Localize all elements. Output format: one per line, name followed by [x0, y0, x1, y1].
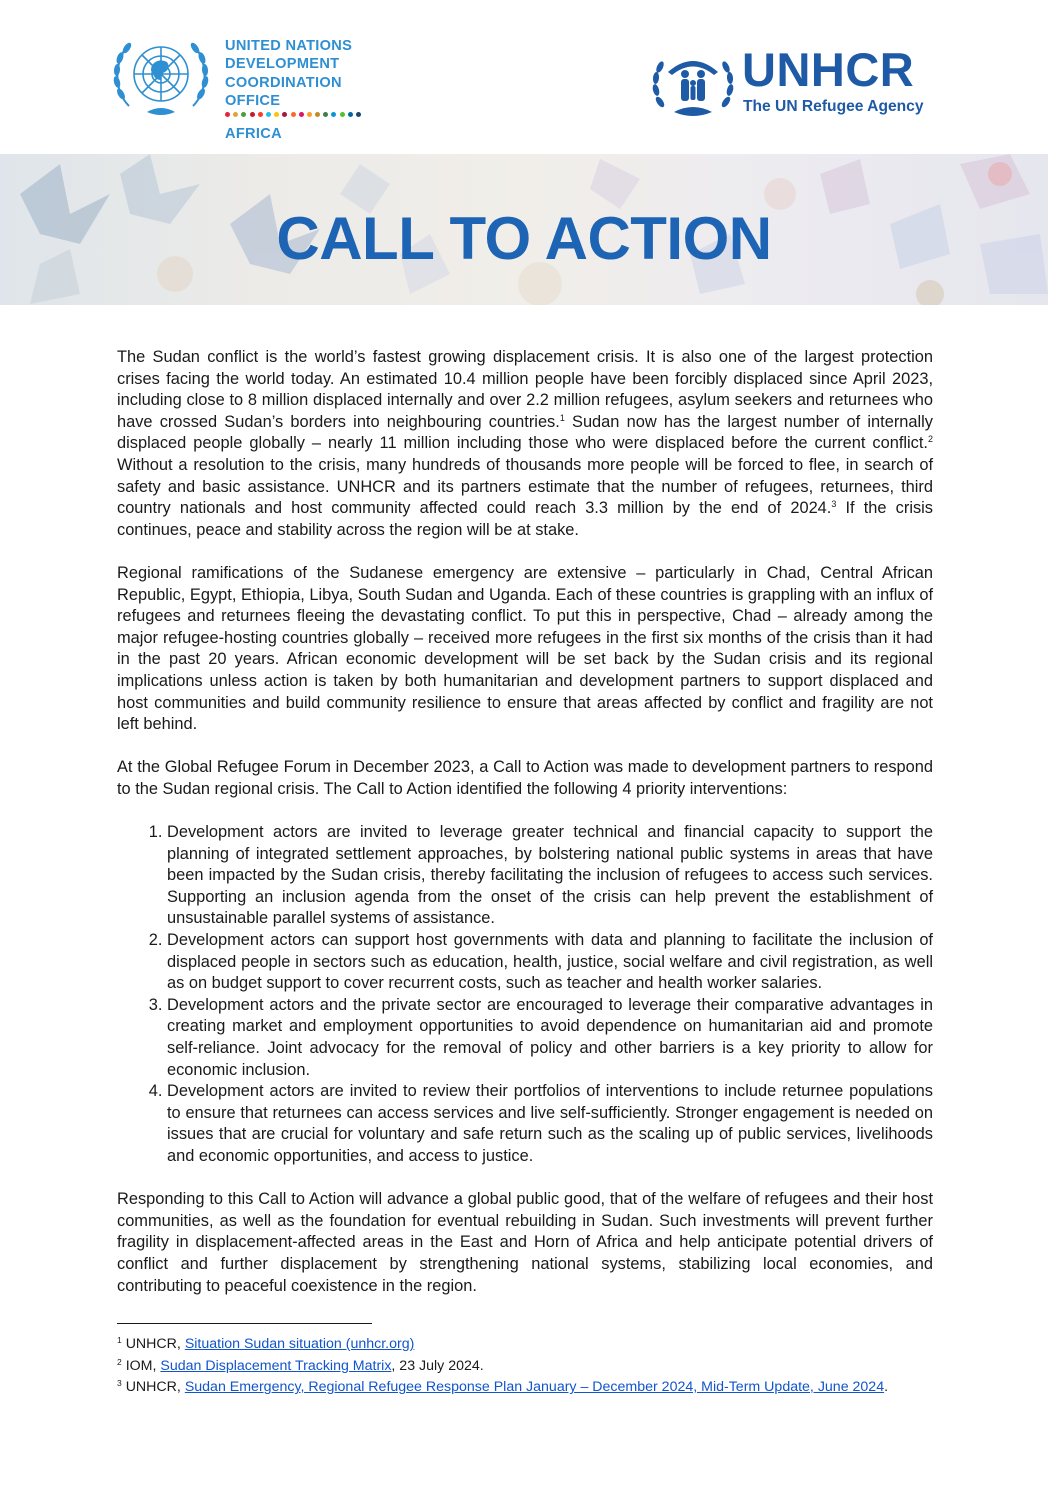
sdg-dot [274, 112, 279, 117]
priority-item: 4. Development actors are invited to review their portfolios of interventions to include returnee populations to ensure that returnees can access services and live self-sufficiently. Stronger engagement is needed on issues that are crucial for voluntary and safe return such as the scaling up of public services, livelihoods and economic opportunities, and access to justice. [167, 1081, 933, 1167]
footnote-link[interactable]: Situation Sudan situation (unhcr.org) [184, 1336, 415, 1352]
footnote-number: 3 [117, 1378, 122, 1389]
text-span: Sudan now has the largest number of internally displaced people globally – nearly 11 million including those who were displaced before the current conflict. [117, 412, 933, 453]
footnote-suffix: . [884, 1379, 889, 1396]
unhcr-tagline: The UN Refugee Agency [743, 98, 924, 115]
footnote-link[interactable]: Sudan Displacement Tracking Matrix [160, 1357, 392, 1374]
footnote-prefix: UNHCR, [125, 1379, 185, 1396]
paragraph-regional: Regional ramifications of the Sudanese emergency are extensive – particularly in Chad, Central African Republic, Egypt, Ethiopia, Libya, South Sudan and Uganda. Each of these countries is grappling with an influx of refugees and returnees fleeing the devastating conflict. To put this in perspective, Chad – already among the major refugee-hosting countries globally – received more refugees in the first six months of the crisis than it had in the past 20 years. African economic development will be set back by the Sudan crisis and its regional implications unless action is taken by both humanitarian and development partners to support displaced and host communities and build community resilience to ensure that areas affected by conflict and fragility are not left behind. [117, 563, 933, 734]
priority-item: 3. Development actors and the private sector are encouraged to leverage their comparative advantages in creating market and employment opportunities to avoid dependence on humanitarian aid and promote self-reliance. Joint advocacy for the removal of policy and other barriers is a key priority to allow for economic inclusion. [167, 995, 933, 1081]
footnote-prefix: UNHCR, [125, 1336, 185, 1352]
sdg-dot [258, 112, 263, 117]
document-body [117, 347, 933, 1319]
page-title: CALL TO ACTION [276, 205, 772, 272]
sdg-dot [250, 112, 255, 117]
unhcr-emblem-icon [652, 50, 734, 120]
undco-line: UNITED NATIONS [225, 38, 353, 54]
undco-line: DEVELOPMENT [225, 56, 340, 73]
footnote [117, 1356, 933, 1378]
text-span: Without a resolution to the crisis, many hundreds of thousands more people will be forced to flee, in search of safety and basic assistance. UNHCR and its partners estimate that the number of refugees, returnees, third country nationals and host community affected could reach 3.3 million by the end of 2024. [117, 455, 933, 518]
sdg-color-dots [225, 112, 361, 117]
sdg-dot [348, 112, 353, 117]
sdg-dot [241, 112, 246, 117]
footnote-ref[interactable]: 2 [927, 434, 933, 445]
footnote-prefix: IOM, [125, 1357, 161, 1374]
priority-item: 1. Development actors are invited to leverage greater technical and financial capacity to support the planning of integrated settlement approaches, by bolstering national public systems in areas that have been impacted by the Sudan crisis, thereby facilitating the inclusion of refugees to access such services. Supporting an inclusion agenda from the onset of the crisis can help prevent the establishment of unsustainable parallel systems of assistance. [167, 822, 933, 930]
footnote [117, 1334, 933, 1356]
sdg-dot [291, 112, 296, 117]
text-span: If the crisis continues, peace and stability across the region will be at stake. [117, 499, 933, 539]
sdg-dot [282, 112, 287, 117]
paragraph-conclusion: Responding to this Call to Action will advance a global public good, that of the welfare of refugees and their host communities, as well as the foundation for eventual rebuilding in Sudan. Such investments will prevent further fragility in displacement-affected areas in the East and Horn of Africa and help anticipate potential drivers of conflict and further displacement by strengthening national systems, stabilizing local economies, and contributing to peaceful coexistence in the region. [117, 1190, 933, 1295]
footnote [117, 1377, 933, 1399]
footnotes [117, 1334, 933, 1399]
sdg-dot [356, 112, 361, 117]
text-span: The Sudan conflict is the world’s fastest growing displacement crisis. It is also one of the largest protection crises facing the world today. An estimated 10.4 million people have been forcibly displaced since April 2023, including close to 8 million displaced internally and over 2.2 million refugees, asylum seekers and returnees who have crossed Sudan’s borders into neighbouring countries. [117, 348, 933, 431]
sdg-dot [266, 112, 271, 117]
undco-logo [107, 34, 377, 144]
paragraph-forum: At the Global Refugee Forum in December 2023, a Call to Action was made to development partners to respond to the Sudan regional crisis. The Call to Action identified the following 4 priority interventions: [117, 758, 933, 798]
footnote-number: 2 [117, 1356, 122, 1367]
undco-wordmark [225, 37, 352, 111]
sdg-dot [331, 112, 336, 117]
undco-region: AFRICA [225, 126, 282, 142]
footnote-suffix: , 23 July 2024. [391, 1357, 484, 1374]
undco-line: COORDINATION [225, 74, 342, 91]
priority-list [117, 822, 933, 1168]
footnote-ref[interactable]: 3 [831, 499, 837, 510]
sdg-dot [225, 112, 230, 117]
footnote-ref[interactable]: 1 [559, 412, 565, 423]
undco-line: OFFICE [225, 93, 281, 110]
sdg-dot [323, 112, 328, 117]
un-emblem-icon [107, 34, 215, 126]
unhcr-logo [652, 43, 942, 122]
title-banner [0, 154, 1048, 305]
sdg-dot [340, 112, 345, 117]
sdg-dot [315, 112, 320, 117]
footnote-link[interactable]: Sudan Emergency, Regional Refugee Response Plan January – December 2024, Mid-Term Update, June 2024 [184, 1379, 885, 1396]
paragraph-intro [117, 347, 933, 541]
sdg-dot [307, 112, 312, 117]
priority-item: 2. Development actors can support host governments with data and planning to facilitate the inclusion of displaced people in sectors such as education, health, justice, social welfare and civil registration, as well as on budget support to cover recurrent costs, such as teacher and health worker salaries. [167, 930, 933, 995]
sdg-dot [233, 112, 238, 117]
unhcr-wordmark: UNHCR [742, 43, 915, 96]
sdg-dot [299, 112, 304, 117]
footnote-divider [117, 1323, 372, 1324]
footnote-number: 1 [117, 1335, 122, 1345]
